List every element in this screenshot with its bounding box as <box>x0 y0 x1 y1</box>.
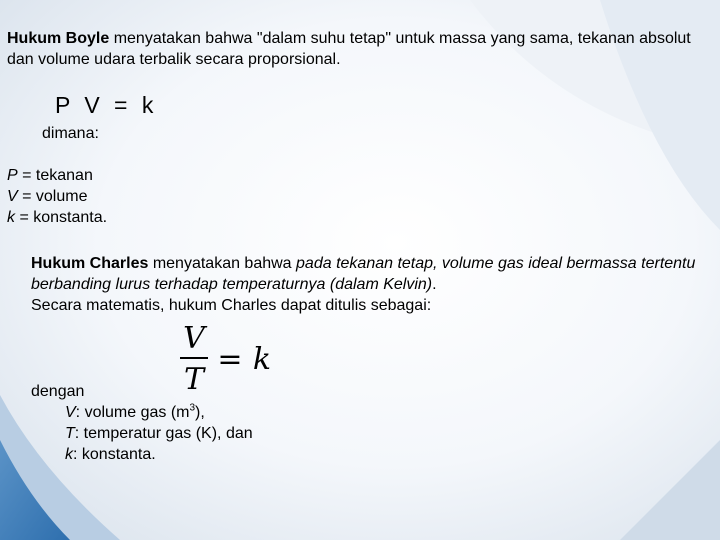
charles-term: Hukum Charles <box>31 255 149 272</box>
charles-statement: pada tekanan tetap, volume gas ideal bermassa tertentu berbanding lurus terhadap temperaturnya (dalam Kelvin) <box>31 255 696 293</box>
definitions-list <box>7 165 107 228</box>
dengan-block <box>31 381 253 465</box>
definition-p: P = tekanan <box>7 167 93 184</box>
pv-equation: P V = k <box>55 92 158 118</box>
boyle-term: Hukum Boyle <box>7 30 110 47</box>
definition-v: V = volume <box>7 188 88 205</box>
formula-denominator: T <box>183 362 205 397</box>
charles-law-paragraph: Hukum Charles menyatakan bahwa pada tekanan tetap, volume gas ideal bermassa tertentu berbanding lurus terhadap temperaturnya (dalam Kelvin). Secara matematis, hukum Charles dapat ditulis sebagai: <box>31 255 696 314</box>
dimana-label: dimana: <box>42 125 99 142</box>
charles-line2: Secara matematis, hukum Charles dapat ditulis sebagai: <box>31 297 432 314</box>
dengan-item-v: V: volume gas $(m^3)$, <box>65 402 205 421</box>
formula-rhs: k <box>252 342 272 377</box>
formula-equals: = <box>217 342 243 377</box>
definition-k: k = konstanta. <box>7 209 108 226</box>
boyle-law-paragraph <box>7 28 717 70</box>
boyle-text: menyatakan bahwa "dalam suhu tetap" untuk massa yang sama, tekanan absolut dan volume udara terbalik secara proporsional. <box>7 30 691 68</box>
dengan-item-t: T: temperatur gas (K), dan <box>65 425 253 442</box>
dengan-item-k: k: konstanta. <box>65 446 156 463</box>
formula-numerator: V <box>183 321 205 356</box>
dengan-label: dengan <box>31 383 85 400</box>
